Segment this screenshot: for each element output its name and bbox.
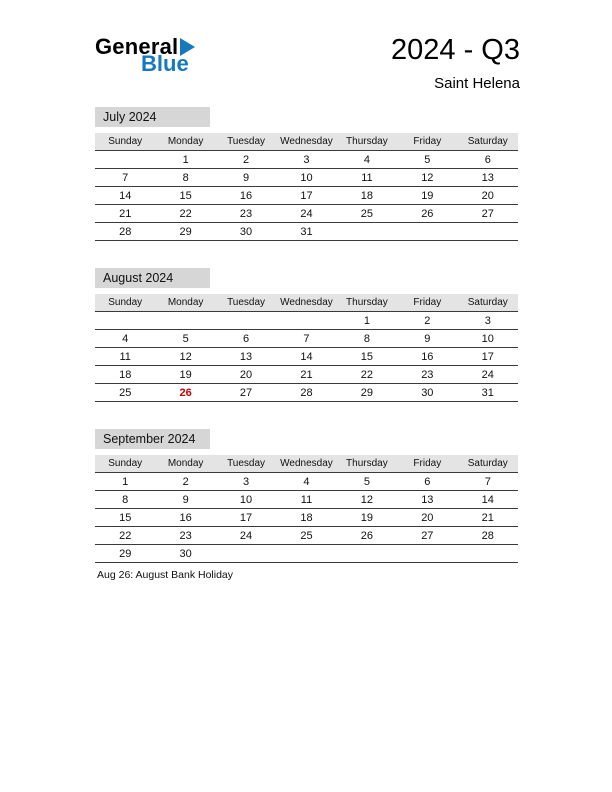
week-row [95,384,518,402]
day-cell: 14 [95,187,155,205]
month-title: September 2024 [95,429,210,449]
day-cell: 27 [216,384,276,402]
day-cell: 1 [95,473,155,491]
day-cell: 15 [155,187,215,205]
day-cell: 11 [95,348,155,366]
day-cell: 1 [337,312,397,330]
day-cell: 4 [276,473,336,491]
day-cell: 27 [458,205,518,223]
day-cell: 22 [95,527,155,545]
day-cell: 7 [276,330,336,348]
month-title: August 2024 [95,268,210,288]
day-cell: 3 [458,312,518,330]
empty-day-cell [337,223,397,241]
day-cell: 18 [95,366,155,384]
week-row [95,312,518,330]
day-cell: 2 [155,473,215,491]
day-cell: 24 [276,205,336,223]
calendar-table [95,133,518,241]
day-cell: 12 [337,491,397,509]
day-header-row [95,133,518,151]
region-subtitle: Saint Helena [434,75,520,92]
day-cell: 8 [155,169,215,187]
day-cell: 7 [95,169,155,187]
day-cell: 20 [216,366,276,384]
day-header: Monday [155,455,215,473]
day-cell: 29 [95,545,155,563]
day-cell: 15 [337,348,397,366]
empty-day-cell [95,312,155,330]
day-header: Tuesday [216,133,276,151]
empty-day-cell [276,312,336,330]
day-header: Wednesday [276,133,336,151]
empty-day-cell [337,545,397,563]
day-cell: 6 [397,473,457,491]
day-cell: 27 [397,527,457,545]
day-cell: 30 [155,545,215,563]
day-cell: 30 [397,384,457,402]
day-cell: 4 [95,330,155,348]
months-container [95,107,518,590]
day-cell: 5 [155,330,215,348]
day-cell: 9 [397,330,457,348]
day-cell: 17 [458,348,518,366]
day-header: Thursday [337,294,397,312]
day-header: Tuesday [216,294,276,312]
day-cell: 11 [276,491,336,509]
month-july-2024 [95,107,518,241]
day-cell: 28 [276,384,336,402]
day-header: Tuesday [216,455,276,473]
logo-text-blue: Blue [141,51,189,76]
day-cell: 31 [276,223,336,241]
day-cell: 21 [95,205,155,223]
week-row [95,473,518,491]
day-cell: 8 [95,491,155,509]
week-row [95,205,518,223]
day-cell: 15 [95,509,155,527]
day-header: Wednesday [276,294,336,312]
day-header-row [95,455,518,473]
day-cell: 25 [337,205,397,223]
day-cell: 8 [337,330,397,348]
day-cell: 30 [216,223,276,241]
day-cell: 28 [95,223,155,241]
day-header: Wednesday [276,455,336,473]
day-cell: 20 [397,509,457,527]
day-cell: 14 [458,491,518,509]
day-cell: 13 [216,348,276,366]
day-cell: 20 [458,187,518,205]
month-august-2024 [95,268,518,402]
day-cell: 1 [155,151,215,169]
day-cell: 26 [397,205,457,223]
day-cell: 18 [337,187,397,205]
day-cell: 12 [397,169,457,187]
day-header: Saturday [458,133,518,151]
day-cell: 7 [458,473,518,491]
day-header: Friday [397,294,457,312]
day-cell: 10 [216,491,276,509]
day-cell: 28 [458,527,518,545]
day-cell: 17 [276,187,336,205]
day-cell: 22 [155,205,215,223]
day-cell: 9 [216,169,276,187]
day-cell: 19 [337,509,397,527]
day-header: Monday [155,294,215,312]
day-cell: 23 [216,205,276,223]
day-cell: 25 [276,527,336,545]
day-header: Thursday [337,133,397,151]
day-cell: 29 [337,384,397,402]
general-blue-logo [95,36,195,75]
week-row [95,509,518,527]
day-cell: 19 [397,187,457,205]
day-cell: 24 [216,527,276,545]
day-header: Sunday [95,294,155,312]
day-cell: 10 [276,169,336,187]
day-cell: 3 [276,151,336,169]
day-cell: 13 [397,491,457,509]
day-cell: 14 [276,348,336,366]
month-september-2024 [95,429,518,563]
day-cell: 2 [216,151,276,169]
day-cell: 24 [458,366,518,384]
day-cell: 10 [458,330,518,348]
day-header: Sunday [95,133,155,151]
empty-day-cell [276,545,336,563]
day-header: Sunday [95,455,155,473]
day-header: Monday [155,133,215,151]
empty-day-cell [397,223,457,241]
day-cell: 6 [216,330,276,348]
day-cell: 13 [458,169,518,187]
week-row [95,330,518,348]
week-row [95,545,518,563]
logo-text-general: General [95,34,179,59]
day-header: Thursday [337,455,397,473]
week-row [95,348,518,366]
day-cell: 5 [337,473,397,491]
day-cell: 11 [337,169,397,187]
empty-day-cell [216,312,276,330]
calendar-table [95,455,518,563]
day-cell: 5 [397,151,457,169]
empty-day-cell [216,545,276,563]
quarter-header [391,34,520,92]
week-row [95,187,518,205]
day-cell: 6 [458,151,518,169]
holiday-footnote: Aug 26: August Bank Holiday [97,569,234,581]
day-cell: 29 [155,223,215,241]
day-cell: 23 [155,527,215,545]
day-cell: 25 [95,384,155,402]
empty-day-cell [95,151,155,169]
day-cell: 22 [337,366,397,384]
empty-day-cell [155,312,215,330]
day-cell: 31 [458,384,518,402]
day-cell: 2 [397,312,457,330]
empty-day-cell [458,223,518,241]
holiday-day-cell: 26 [155,384,215,402]
day-cell: 4 [337,151,397,169]
day-header: Friday [397,455,457,473]
day-cell: 23 [397,366,457,384]
day-header: Saturday [458,294,518,312]
month-title: July 2024 [95,107,210,127]
day-cell: 12 [155,348,215,366]
day-cell: 16 [216,187,276,205]
day-cell: 18 [276,509,336,527]
day-cell: 21 [276,366,336,384]
week-row [95,169,518,187]
week-row [95,223,518,241]
day-cell: 26 [337,527,397,545]
week-row [95,366,518,384]
day-cell: 9 [155,491,215,509]
day-cell: 3 [216,473,276,491]
empty-day-cell [458,545,518,563]
empty-day-cell [397,545,457,563]
day-cell: 21 [458,509,518,527]
day-cell: 17 [216,509,276,527]
week-row [95,151,518,169]
day-cell: 16 [155,509,215,527]
week-row [95,491,518,509]
day-cell: 16 [397,348,457,366]
week-row [95,527,518,545]
day-header-row [95,294,518,312]
day-header: Saturday [458,455,518,473]
day-header: Friday [397,133,457,151]
day-cell: 19 [155,366,215,384]
quarter-title: 2024 - Q3 [391,34,520,66]
calendar-table [95,294,518,402]
